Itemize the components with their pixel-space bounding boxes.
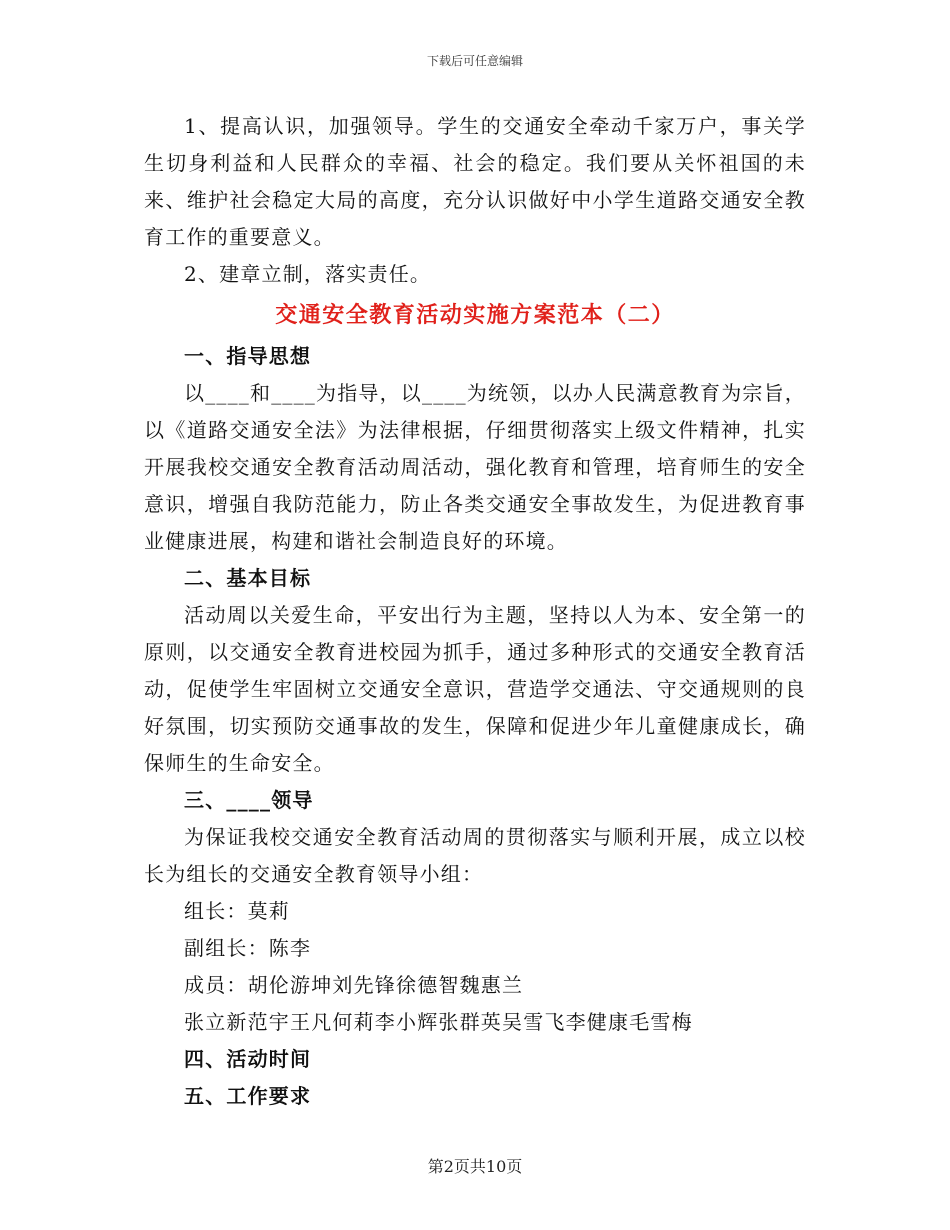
paragraph-2: 2、建章立制，落实责任。 <box>184 262 432 286</box>
members-line-2: 张立新范宇王凡何莉李小辉张群英吴雪飞李健康毛雪梅 <box>184 1010 693 1034</box>
paragraph-guiding-thought: 以____和____为指导，以____为统领，以办人民满意教育为宗旨，以《道路交通安全法》为法律根据，仔细贯彻落实上级文件精神，扎实开展我校交通安全教育活动周活动，强化教育和管理，培育师生的安全意识，增强自我防范能力，防止各类交通安全事故发生，为促进教育事业健康进展，构建和谐社会制造良好的环境。 <box>144 381 806 553</box>
heading-basic-goals: 二、基本目标 <box>184 566 312 590</box>
heading-leadership: 三、____领导 <box>184 788 314 812</box>
heading-activity-time: 四、活动时间 <box>184 1047 312 1071</box>
section-title: 交通安全教育活动实施方案范本（二） <box>275 302 675 328</box>
page-number: 第2页共10页 <box>427 1157 523 1176</box>
paragraph-leadership: 为保证我校交通安全教育活动周的贯彻落实与顺利开展，成立以校长为组长的交通安全教育领导小组： <box>144 825 806 886</box>
members-line: 成员：胡伦游坤刘先锋徐德智魏惠兰 <box>184 973 524 997</box>
header-note: 下载后可任意编辑 <box>426 54 523 68</box>
heading-work-requirements: 五、工作要求 <box>184 1084 312 1108</box>
paragraph-1: 1、提高认识，加强领导。学生的交通安全牵动千家万户，事关学生切身利益和人民群众的幸福、社会的稳定。我们要从关怀祖国的未来、维护社会稳定大局的高度，充分认识做好中小学生道路交通安全教育工作的重要意义。 <box>144 114 806 249</box>
leader-line: 组长：莫莉 <box>184 899 290 923</box>
heading-guiding-thought: 一、指导思想 <box>184 344 312 368</box>
deputy-leader-line: 副组长：陈李 <box>184 936 312 960</box>
paragraph-basic-goals: 活动周以关爱生命，平安出行为主题，坚持以人为本、安全第一的原则，以交通安全教育进校园为抓手，通过多种形式的交通安全教育活动，促使学生牢固树立交通安全意识，营造学交通法、守交通规则的良好氛围，切实预防交通事故的发生，保障和促进少年儿童健康成长，确保师生的生命安全。 <box>144 603 806 775</box>
document-body <box>144 108 806 1115</box>
